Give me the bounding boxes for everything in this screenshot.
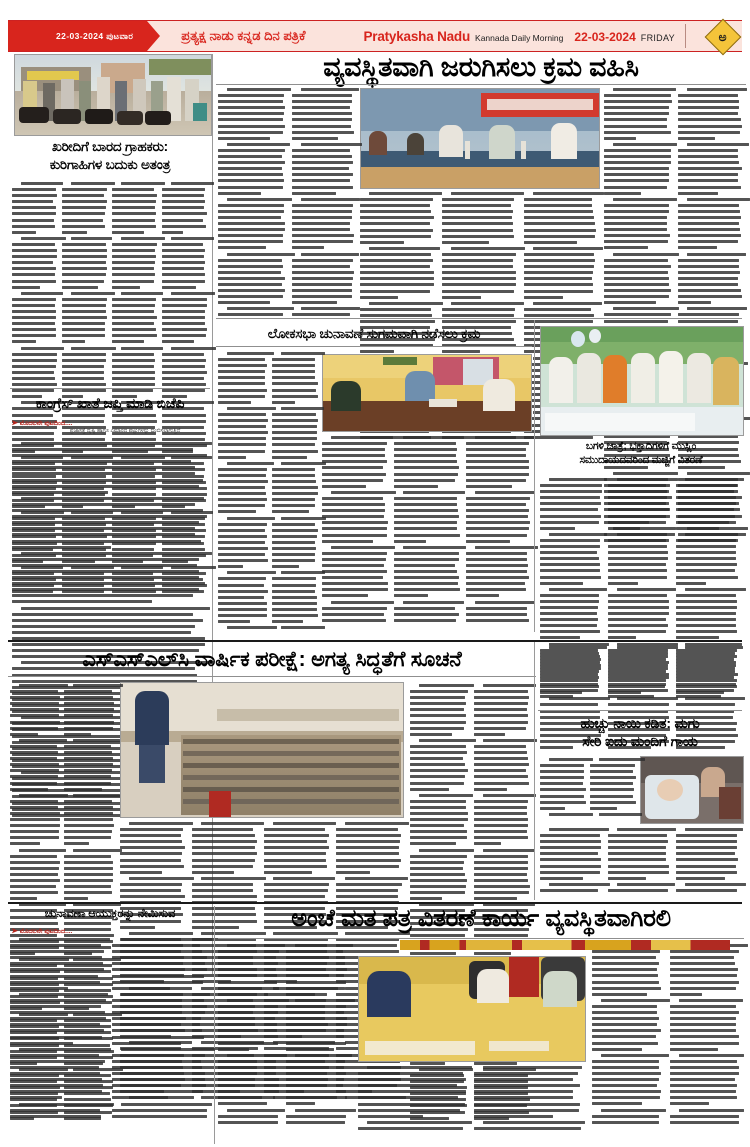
body-text-lines [272, 352, 318, 629]
loksabha-headline: ಲೋಕಸಭಾ ಚುನಾವಣೆ ಸುಗಮವಾಗಿ ನಡೆಸಲು ಕ್ರಮ [267, 326, 481, 341]
sheep-story-headline-line1: ಖರೀದಿಗೆ ಬಾರದ ಗ್ರಾಹಕರು: [52, 139, 168, 154]
masthead [8, 20, 742, 52]
masthead-logo-icon [705, 19, 742, 56]
body-text-lines [10, 938, 106, 1118]
body-text-lines [286, 944, 348, 1124]
body-text-lines [540, 758, 586, 816]
masthead-day: FRIDAY [640, 32, 675, 43]
body-text-lines [322, 436, 388, 622]
loksabha-body-col3 [322, 436, 388, 625]
body-text-lines [676, 646, 738, 698]
dogbite-headline-line1: ಹುಚ್ಚು ನಾಯಿ ಕಡಿತ: ಮಗು [580, 715, 700, 731]
body-text-lines [474, 1066, 582, 1130]
postal-body-col3 [358, 1066, 466, 1133]
congress-story-subline: ಪ್ರಜಾಸತ್ತೆ ದೃಷ್ಟಿ ಹಾಗೂ ಎಮಾರದ ಪಟ್ಟುಗಳನ್ನು ಬಿಂಬಿಸಲಾಗುತ್ತಿದೆ [69, 428, 181, 434]
postal-kicker-text: ಮೊದಲನೇ ಪುಟದಿಂದ.... [19, 928, 73, 935]
postal-left-body-col1 [10, 938, 106, 1121]
masthead-divider [685, 24, 686, 48]
congress-story-headline: ಕಾಂಗ್ರೆಸ್ ಖಾತೆ ಜಪ್ತಿ ಮಾಡಿ ಬಿಜೆಪಿ [35, 395, 185, 411]
lead-body-col1 [218, 88, 286, 320]
dogbite-top-col3 [676, 646, 738, 701]
sheep-market-photo [14, 54, 212, 136]
body-text-lines [608, 478, 670, 749]
body-text-lines [292, 88, 354, 316]
dogbite-top-col1 [540, 646, 602, 701]
bagali-buttermilk-photo [540, 326, 744, 436]
postal-meeting-photo [358, 956, 586, 1062]
body-text-lines [592, 944, 662, 1124]
loksabha-body-col5 [466, 436, 530, 625]
bagali-body-col3 [676, 478, 738, 752]
postal-main-headline: ಅಂಚೆ ಮತ ಪತ್ರ ವಿತರಣೆ ಕಾರ್ಯ ವ್ಯವಸ್ಥಿತವಾಗಿರಲಿ [291, 905, 671, 932]
dogbite-body-col4 [608, 828, 670, 895]
masthead-english-title: Pratykasha Nadu [363, 28, 471, 44]
bagali-body-col1 [540, 478, 602, 752]
postal-body-col4 [474, 1066, 582, 1133]
body-text-lines [540, 478, 602, 749]
congress-story-kicker [12, 420, 72, 428]
bagali-headline-line2: ಸಮುದಾಯದವರಿಂದ ಮಜ್ಜಿಗೆ ವಿತರಣೆ [579, 454, 703, 466]
loksabha-body-col4 [394, 436, 460, 625]
kicker-text: ಮೊದಲನೇ ಪುಟದಿಂದ.... [19, 420, 73, 427]
body-text-lines [676, 478, 738, 749]
body-text-lines [218, 88, 286, 316]
body-text-lines [676, 828, 738, 892]
loksabha-body-col1 [218, 352, 268, 632]
body-text-lines [608, 828, 670, 892]
bagali-body-col2 [608, 478, 670, 752]
body-text-lines [540, 828, 602, 892]
body-text-lines [678, 88, 742, 542]
postal-kicker [12, 928, 72, 936]
dogbite-headline-line2: ಸೇರಿ ಐದು ಮಂದಿಗೆ ಗಾಯ [582, 733, 698, 749]
color-bar-decoration [400, 940, 730, 950]
body-text-lines [358, 1066, 466, 1130]
body-text-lines [394, 436, 460, 622]
body-text-lines [540, 646, 602, 698]
sslc-hall-photo [120, 682, 404, 818]
bagali-headline-line1: ಬಗಳಿ ಜಾತ್ರೆ; ಭಕ್ತಾದಿಗಳಿಗೆ ಮುಸ್ಲಿಂ [585, 440, 697, 452]
masthead-kannada-title: ಪ್ರತ್ಯಕ್ಷ ನಾಡು ಕನ್ನಡ ದಿನ ಪತ್ರಿಕೆ [181, 28, 306, 43]
sheep-story-headline-line2: ಕುರಿಗಾಹಿಗಳ ಬದುಕು ಅತಂತ್ರ [49, 157, 171, 172]
lead-meeting-photo [360, 88, 600, 189]
masthead-english-subtitle: Kannada Daily Morning [475, 32, 564, 43]
kicker-arrow-icon: ➤ [12, 420, 18, 427]
dogbite-body-col2 [590, 758, 636, 819]
dogbite-body-col5 [676, 828, 738, 895]
logo-glyph: ಅ [719, 29, 727, 44]
dogbite-top-col2 [608, 646, 670, 701]
postal-left-headline: ಚುನಾವಣಾ ಆಯುಕ್ತರನ್ನು ನೇಮಿಸುವ [44, 908, 176, 920]
dogbite-hospital-photo [640, 756, 744, 824]
lead-body-col2 [292, 88, 354, 320]
body-text-lines [218, 352, 268, 629]
body-text-lines [604, 88, 672, 542]
body-text-lines [670, 944, 740, 1124]
masthead-date: 22-03-2024 [574, 29, 636, 44]
body-text-lines [466, 436, 530, 622]
body-text-lines [608, 646, 670, 698]
masthead-date-flag: 22-03-2024 ಪುಟವಾರ [8, 21, 147, 51]
lead-body-col6 [604, 88, 672, 545]
postal-kicker-arrow-icon: ➤ [12, 928, 18, 935]
dogbite-body-col1 [540, 758, 586, 819]
body-text-lines [218, 944, 280, 1124]
dogbite-body-col3 [540, 828, 602, 895]
sslc-headline: ಎಸ್‌ಎಸ್‌ಎಲ್‌ಸಿ ವಾರ್ಷಿಕ ಪರೀಕ್ಷೆ: ಅಗತ್ಯ ಸಿದ್ಧತೆಗೆ ಸೂಚನೆ [82, 648, 462, 671]
postal-body-col5 [592, 944, 662, 1127]
body-text-lines [590, 758, 636, 816]
loksabha-office-photo [322, 354, 532, 432]
postal-body-col1 [218, 944, 280, 1127]
postal-body-col6 [670, 944, 740, 1127]
postal-left-body-col2 [112, 938, 208, 1121]
lead-body-col7 [678, 88, 742, 545]
lead-headline: ವ್ಯವಸ್ಥಿತವಾಗಿ ಜರುಗಿಸಲು ಕ್ರಮ ವಹಿಸಿ [323, 52, 639, 82]
loksabha-body-col2 [272, 352, 318, 632]
body-text-lines [112, 938, 208, 1118]
postal-body-col2 [286, 944, 348, 1127]
